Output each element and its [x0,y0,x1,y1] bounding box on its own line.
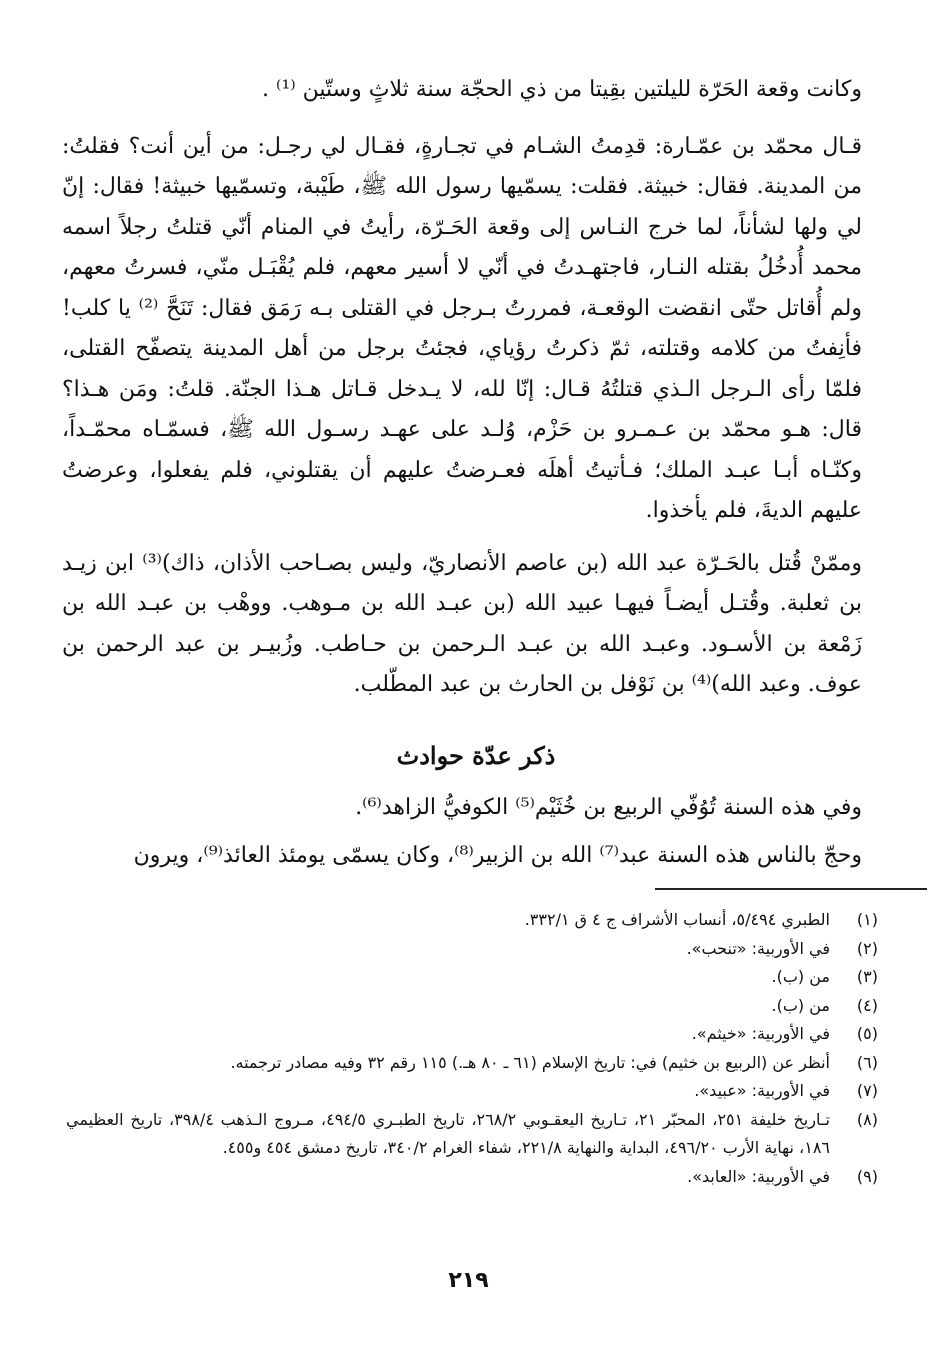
footnote-item [62,935,890,964]
footnote-number: (١) [856,910,878,929]
footnote-number: (٤) [856,995,878,1015]
footnote-text: في الأوربية: «عبيد». [694,1081,830,1100]
page-number: ٢١٩ [448,1268,489,1293]
footnote-text: في الأوربية: «خيثم». [691,1024,830,1043]
footnote-number: (٩) [856,1166,878,1186]
paragraph-muhammad-narration: قـال محمّد بن عمّـارة: قدِمتُ الشـام في تجـارةٍ، فقـال لي رجـل: من أين أنت؟ فقلتُ: من المدينة. فقال: خبيثة. فقلت: يسمّيها رسول الله ﷺ، طَيْبة، وتسمّيها خبيثة! فقال: إنّ لي ولها لشأناً، لما خرج النـاس إلى وقعة الحَـرّة، رأيتُ في المنام أنّي قتلتُ رجلاً اسمه محمد أُدخُلُ بقتله النـار، فاجتهـدتُ في أنّي لا أسير معهم، فلم يُقْبَـل منّي، فسرتُ معهم، ولم أُقاتل حتّى انقضت الوقعـة، فمررتُ بـرجل في القتلى بـه رَمَق فقال: تَنَحَّ ⁽²⁾ يا كلب! فأنِفتُ من كلامه وقتلته، ثمّ ذكرتُ رؤياي، فجئتُ برجل من أهل المدينة يتصفّح القتلى، فلمّا رأى الـرجل الـذي قتلتُهُ قـال: إنّا لله، لا يـدخل قـاتل هـذا الجنّة. قلتُ: ومَن هـذا؟ قال: هـو محمّد بن عـمـرو بن حَزْم، وُلـد على عهـد رسـول الله ﷺ، فسمّـاه محمّـداً، وكنّـاه أبـا عبـد الملك؛ فـأتيتُ أهلَه فعـرضتُ عليهم أن يقتلوني، فلم يفعلوا، وعرضتُ عليهم الديةَ، فلم يأخذوا. [62,133,862,523]
footnote-item [62,1049,890,1078]
paragraph-hajj: وحجّ بالناس هذه السنة عبد⁽⁷⁾ الله بن الزبير⁽⁸⁾، وكان يسمّى يومئذ العائذ⁽⁹⁾، ويرون [133,843,862,868]
footnote-item [62,1106,890,1163]
footnote-text: تـاريخ خليفة ٢٥١، المحبّر ٢١، تـاريخ اليعقـوبي ٢٦٨/٢، تاريخ الطبـري ٤٩٤/٥، مـروج الـذهب ٣٩٨/٤، تاريخ العظيمي ١٨٦، نهاية الأرب ٤٩٦/٢٠، البداية والنهاية ٢٢١/٨، شفاء الغرام ٣٤٠/٢، تاريخ دمشق ٤٥٤ و٤٥٥. [66,1109,830,1157]
footnote-text: أنظر عن (الربيع بن خثيم) في: تاريخ الإسلام (٦١ ـ ٨٠ هـ.) ١١٥ رقم ٣٢ وفيه مصادر ترجمته. [230,1052,830,1072]
footnote-text: من (ب). [771,995,830,1015]
footnote-number: (٨) [856,1109,878,1129]
section-heading: ذكر عدّة حوادث [396,740,556,770]
paragraph-killed-list: وممّنْ قُتل بالحَـرّة عبد الله (بن عاصم الأنصاريّ، وليس بصـاحب الأذان، ذاك)⁽³⁾ ابن زيـد بن ثعلبة. وقُتـل أيضـاً فيهـا عبيد الله (بن عبـد الله بن مـوهب. ووهْب بن عبـد الله بن زَمْعة بن الأسـود. وعبـد الله بن عبـد الـرحمن بن حـاطب. وزُبيـر بن عبد الرحمن بن عوف. وعبد الله)⁽⁴⁾ بن نَوْفل بن الحارث بن عبد المطّلب. [62,550,862,697]
footnote-text: من (ب). [771,967,830,986]
footnote-item [62,906,890,935]
paragraph-harra-date: وكانت وقعة الحَرّة لليلتين بقِيتا من ذي الحجّة سنة ثلاثٍ وستّين ⁽¹⁾ . [262,77,862,102]
footnote-number: (٣) [856,967,878,986]
footnote-number: (٧) [856,1081,878,1100]
footnote-item [62,1020,890,1049]
footnote-item [62,963,890,992]
footnote-text: الطبري ٥/٤٩٤، أنساب الأشراف ج ٤ ق ٣٣٢/١. [524,910,830,929]
footnote-item [62,992,890,1021]
main-text [62,70,890,877]
footnote-number: (٢) [856,938,878,958]
paragraph-rabi-death: وفي هذه السنة تُوُفّي الربيع بن خُثَيْم⁽⁵⁾ الكوفيُّ الزاهد⁽⁶⁾. [355,794,862,820]
footnote-text: في الأوربية: «العابد». [687,1166,830,1186]
footnote-text: في الأوربية: «تنحب». [686,938,830,958]
footnote-item [62,1163,890,1192]
footnote-number: (٥) [856,1024,878,1043]
footnotes [62,906,890,1191]
footnote-number: (٦) [856,1052,878,1072]
footnote-divider [655,888,927,890]
footnote-item [62,1077,890,1106]
